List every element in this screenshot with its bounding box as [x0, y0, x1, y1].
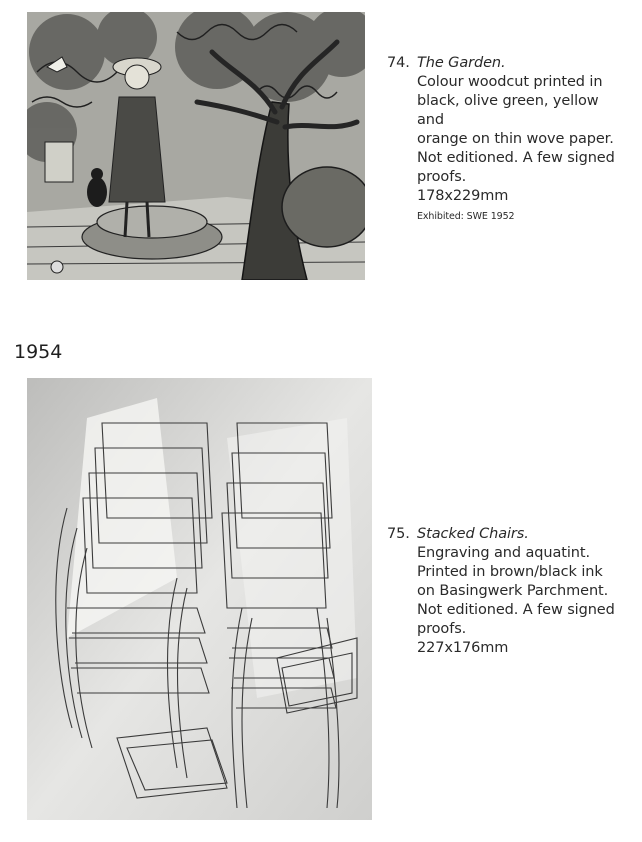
year-heading: 1954	[14, 341, 63, 363]
description-line: proofs.	[417, 621, 467, 637]
description-line: Engraving and aquatint.	[417, 545, 590, 561]
exhibition-note: Exhibited: SWE 1952	[417, 211, 515, 222]
description-line: black, olive green, yellow and	[417, 93, 599, 128]
description-line: proofs.	[417, 169, 467, 185]
dimensions: 227x176mm	[417, 640, 509, 656]
garden-woodcut-image	[27, 12, 365, 280]
artwork-title: The Garden.	[417, 55, 506, 71]
description-line: Colour woodcut printed in	[417, 74, 603, 90]
description-line: on Basingwerk Parchment.	[417, 583, 609, 599]
description-line: Not editioned. A few signed	[417, 602, 615, 618]
description-line: orange on thin wove paper.	[417, 131, 614, 147]
catalogue-number: 74.	[387, 55, 410, 71]
catalogue-number: 75.	[387, 526, 410, 542]
description-line: Not editioned. A few signed	[417, 150, 615, 166]
catalogue-entry-74	[387, 54, 627, 225]
dimensions: 178x229mm	[417, 188, 509, 204]
catalogue-entry-75	[387, 525, 627, 658]
stacked-chairs-engraving-image	[27, 378, 372, 820]
description-line: Printed in brown/black ink	[417, 564, 603, 580]
artwork-title: Stacked Chairs.	[417, 526, 529, 542]
